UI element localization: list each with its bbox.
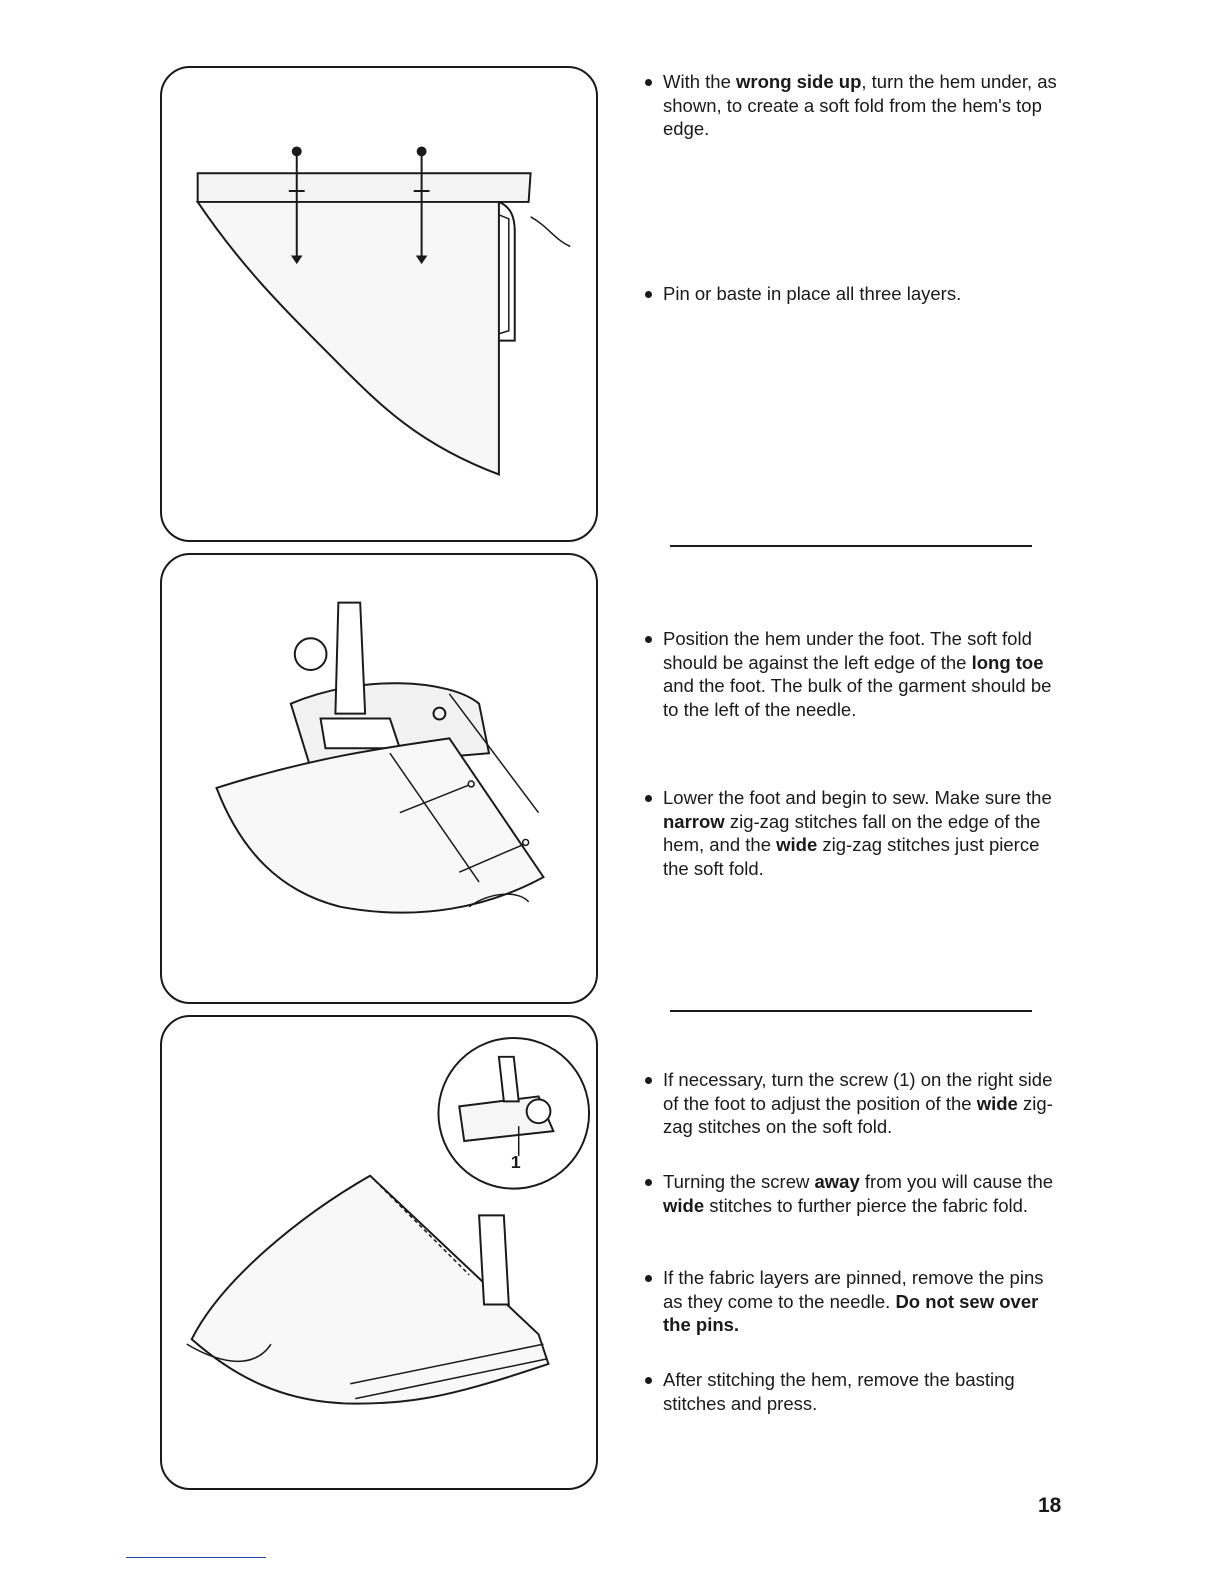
step-3-bullet-2: Turning the screw away from you will cause the wide stitches to further pierce the fabric fold. bbox=[645, 1170, 1065, 1217]
step-1-instructions-2 bbox=[645, 282, 1065, 306]
section-divider bbox=[670, 1010, 1032, 1012]
step-1-bullet-2: Pin or baste in place all three layers. bbox=[645, 282, 1065, 306]
page-number: 18 bbox=[1038, 1494, 1062, 1517]
stitching-drawing bbox=[162, 1017, 596, 1488]
callout-label: 1 bbox=[510, 1151, 521, 1172]
illustration-stitching-screw bbox=[160, 1015, 598, 1490]
step-3-instructions-4 bbox=[645, 1368, 1065, 1415]
step-3-bullet-4: After stitching the hem, remove the basting stitches and press. bbox=[645, 1368, 1065, 1415]
foot-position-drawing bbox=[162, 555, 596, 1002]
step-3-bullet-3: If the fabric layers are pinned, remove the pins as they come to the needle. Do not sew over the pins. bbox=[645, 1266, 1065, 1337]
step-3-bullet-1: If necessary, turn the screw (1) on the right side of the foot to adjust the position of the wide zig-zag stitches on the soft fold. bbox=[645, 1068, 1065, 1139]
step-3-instructions-3 bbox=[645, 1266, 1065, 1337]
step-3-instructions bbox=[645, 1068, 1065, 1139]
step-2-bullet-1: Position the hem under the foot. The soft fold should be against the left edge of the long toe and the foot. The bulk of the garment should be to the left of the needle. bbox=[645, 627, 1065, 721]
section-divider bbox=[670, 545, 1032, 547]
step-1-instructions bbox=[645, 70, 1065, 141]
step-1-bullet-1: With the wrong side up, turn the hem under, as shown, to create a soft fold from the hem's top edge. bbox=[645, 70, 1065, 141]
step-2-instructions bbox=[645, 627, 1065, 721]
step-3-instructions-2 bbox=[645, 1170, 1065, 1217]
illustration-foot-position bbox=[160, 553, 598, 1004]
hem-fold-drawing bbox=[162, 68, 596, 540]
step-2-instructions-2 bbox=[645, 786, 1065, 880]
step-2-bullet-2: Lower the foot and begin to sew. Make sure the narrow zig-zag stitches fall on the edge of the hem, and the wide zig-zag stitches just pierce the soft fold. bbox=[645, 786, 1065, 880]
footer-rule bbox=[126, 1557, 266, 1558]
illustration-hem-fold-pins bbox=[160, 66, 598, 542]
